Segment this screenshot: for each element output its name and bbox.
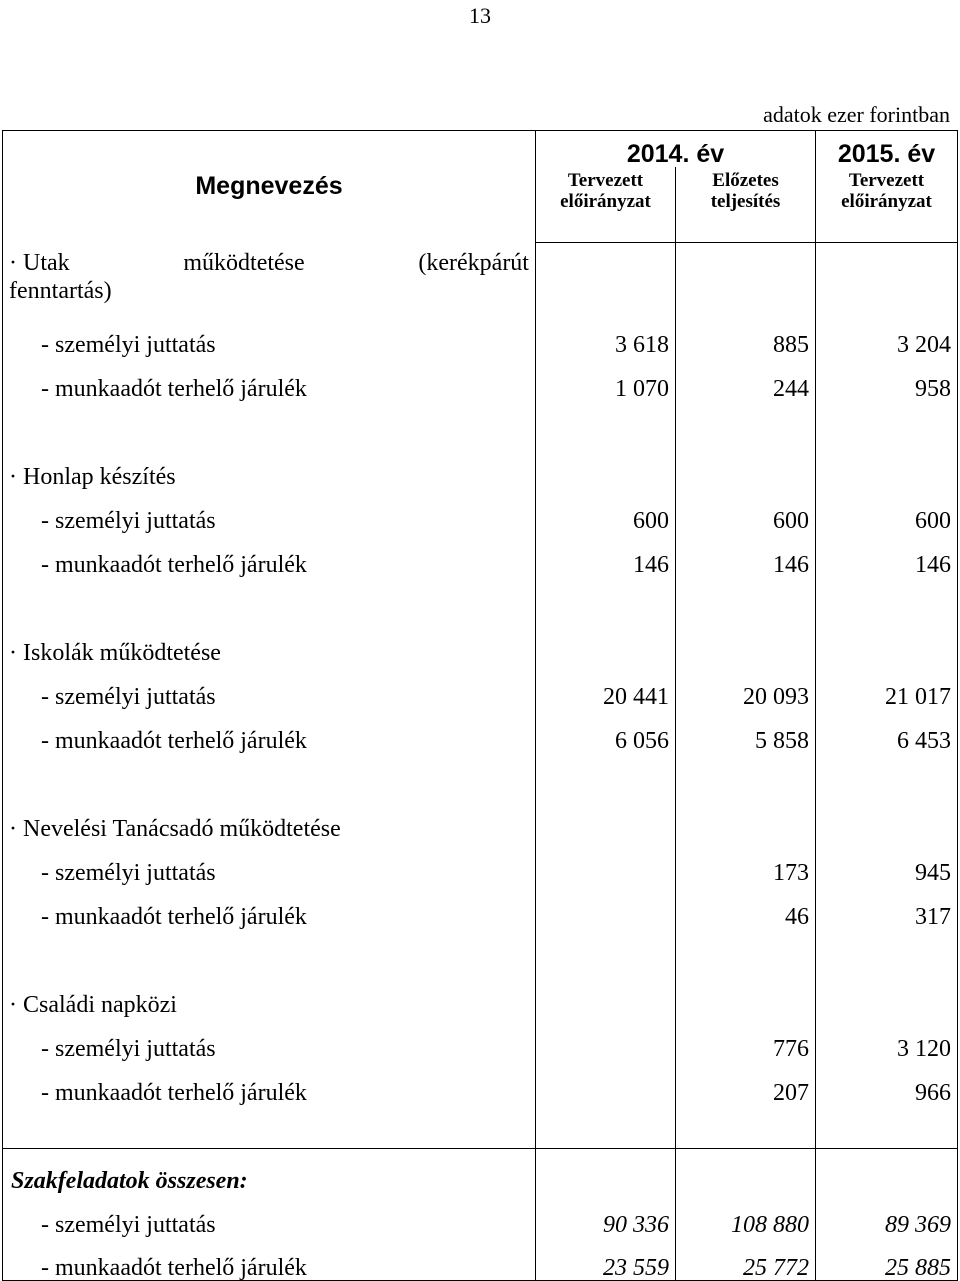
cell-preliminary-2014: 776: [676, 1017, 816, 1061]
row-label: - személyi juttatás: [3, 841, 536, 885]
header-col-planned-2015: Tervezett előirányzat: [816, 167, 958, 243]
table-row: [3, 357, 958, 401]
row-label: - munkaadót terhelő járulék: [3, 709, 536, 753]
row-label: - munkaadót terhelő járulék: [3, 1237, 536, 1281]
cell-planned-2014: 1 070: [536, 357, 676, 401]
row-label: - személyi juttatás: [3, 665, 536, 709]
units-note: adatok ezer forintban: [763, 102, 950, 127]
section-title-row: [3, 973, 958, 1017]
header-year-2014: 2014. év: [536, 131, 816, 167]
total-row: [3, 1237, 958, 1281]
section-title-row: [3, 445, 958, 489]
cell-preliminary-2014: 46: [676, 885, 816, 929]
row-label: - személyi juttatás: [3, 1017, 536, 1061]
cell-preliminary-2014: 173: [676, 841, 816, 885]
header-col-preliminary-2014: Előzetes teljesítés: [676, 167, 816, 243]
header-name: Megnevezés: [3, 131, 536, 243]
header-col-planned-2014: Tervezett előirányzat: [536, 167, 676, 243]
section-title: · Nevelési Tanácsadó működtetése: [3, 797, 536, 841]
cell-planned-2015: 6 453: [816, 709, 958, 753]
section-title: · Honlap készítés: [3, 445, 536, 489]
total-planned-2015: 25 885: [816, 1237, 958, 1281]
cell-planned-2014: 146: [536, 533, 676, 577]
cell-planned-2015: 958: [816, 357, 958, 401]
header-year-2015: 2015. év: [816, 131, 958, 167]
table-row: [3, 489, 958, 533]
cell-planned-2014: 6 056: [536, 709, 676, 753]
total-planned-2015: 89 369: [816, 1193, 958, 1237]
total-planned-2014: 23 559: [536, 1237, 676, 1281]
section-title: [3, 243, 536, 313]
cell-planned-2015: 600: [816, 489, 958, 533]
cell-planned-2014: [536, 1061, 676, 1105]
row-label: - személyi juttatás: [3, 489, 536, 533]
section-title-part: működtetése: [183, 249, 305, 276]
cell-planned-2014: 600: [536, 489, 676, 533]
cell-planned-2015: 21 017: [816, 665, 958, 709]
row-label: - személyi juttatás: [3, 313, 536, 357]
cell-planned-2014: [536, 1017, 676, 1061]
table-row: [3, 665, 958, 709]
page-number: 13: [469, 3, 491, 28]
budget-table: [2, 130, 958, 1281]
row-label: - munkaadót terhelő járulék: [3, 533, 536, 577]
section-title: · Iskolák működtetése: [3, 621, 536, 665]
table-row: [3, 885, 958, 929]
total-row: [3, 1193, 958, 1237]
cell-planned-2014: [536, 841, 676, 885]
cell-planned-2014: [536, 885, 676, 929]
table-row: [3, 709, 958, 753]
row-label: - személyi juttatás: [3, 1193, 536, 1237]
total-title-row: [3, 1149, 958, 1193]
cell-planned-2015: 945: [816, 841, 958, 885]
section-title-part: · Utak: [9, 249, 70, 276]
row-label: - munkaadót terhelő járulék: [3, 885, 536, 929]
total-planned-2014: 90 336: [536, 1193, 676, 1237]
total-preliminary-2014: 25 772: [676, 1237, 816, 1281]
cell-preliminary-2014: 244: [676, 357, 816, 401]
cell-planned-2014: 20 441: [536, 665, 676, 709]
cell-planned-2015: 317: [816, 885, 958, 929]
cell-planned-2015: 966: [816, 1061, 958, 1105]
table-row: [3, 1017, 958, 1061]
cell-planned-2015: 3 120: [816, 1017, 958, 1061]
table-row: [3, 313, 958, 357]
table-row: [3, 841, 958, 885]
section-title-row: [3, 621, 958, 665]
section-title-part: (kerékpárút: [418, 249, 529, 276]
row-label: - munkaadót terhelő járulék: [3, 357, 536, 401]
cell-preliminary-2014: 146: [676, 533, 816, 577]
cell-planned-2015: 3 204: [816, 313, 958, 357]
total-preliminary-2014: 108 880: [676, 1193, 816, 1237]
table-row: [3, 533, 958, 577]
cell-preliminary-2014: 20 093: [676, 665, 816, 709]
row-label: - munkaadót terhelő járulék: [3, 1061, 536, 1105]
cell-preliminary-2014: 600: [676, 489, 816, 533]
section-title: · Családi napközi: [3, 973, 536, 1017]
cell-planned-2015: 146: [816, 533, 958, 577]
section-title-row: [3, 797, 958, 841]
cell-preliminary-2014: 885: [676, 313, 816, 357]
section-title-line2: fenntartás): [9, 278, 112, 305]
total-title: Szakfeladatok összesen:: [3, 1149, 536, 1193]
cell-planned-2014: 3 618: [536, 313, 676, 357]
cell-preliminary-2014: 5 858: [676, 709, 816, 753]
table-row: [3, 1061, 958, 1105]
cell-preliminary-2014: 207: [676, 1061, 816, 1105]
